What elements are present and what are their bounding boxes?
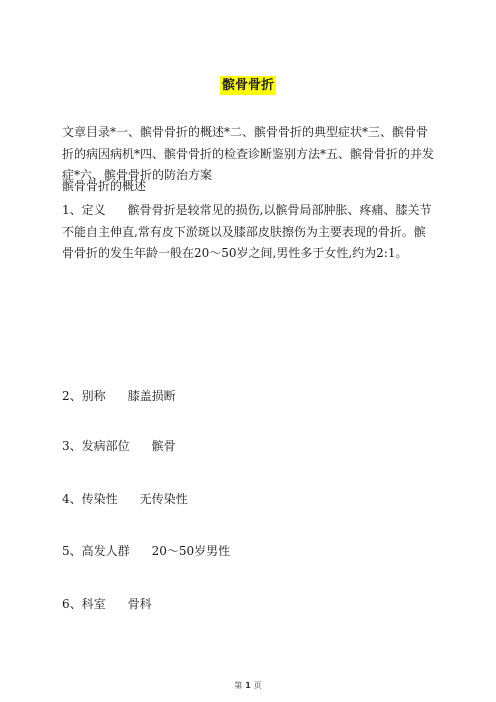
item-value: 20～50岁男性 xyxy=(151,544,231,558)
info-item-contagious xyxy=(62,491,188,507)
item-value: 膝盖损断 xyxy=(127,389,176,403)
info-item-alias xyxy=(62,388,176,404)
section-heading: 髌骨骨折的概述 xyxy=(62,179,147,193)
info-item-site xyxy=(62,438,176,454)
item-value: 无传染性 xyxy=(139,492,188,506)
page-number: 1 xyxy=(245,681,251,690)
footer-prefix: 第 xyxy=(234,681,243,690)
definition-label: 1、定义 xyxy=(62,203,106,217)
info-item-department xyxy=(62,596,152,612)
title-container xyxy=(0,74,496,95)
item-value: 髌骨 xyxy=(151,439,176,453)
info-item-risk-group xyxy=(62,543,230,559)
document-title: 髌骨骨折 xyxy=(221,78,274,93)
footer-suffix: 页 xyxy=(253,681,262,690)
definition-text: 髌骨骨折是较常见的损伤,以髌骨局部肿胀、疼痛、膝关节不能自主伸直,常有皮下淤斑以及膝部皮肤擦伤为主要表现的骨折。髌骨骨折的发生年龄一般在20～50岁之间,男性多于女性,约为2:1。 xyxy=(62,203,432,260)
table-of-contents: 文章目录*一、髌骨骨折的概述*二、髌骨骨折的典型症状*三、髌骨骨折的病因病机*四、髌骨骨折的检查诊断鉴别方法*五、髌骨骨折的并发症*六、髌骨骨折的防治方案 xyxy=(62,125,435,182)
item-label: 4、传染性 xyxy=(62,492,118,506)
definition-paragraph xyxy=(62,200,434,265)
item-label: 3、发病部位 xyxy=(62,439,130,453)
item-label: 5、高发人群 xyxy=(62,544,130,558)
item-label: 2、别称 xyxy=(62,389,106,403)
page-footer xyxy=(0,680,496,691)
item-value: 骨科 xyxy=(127,597,152,611)
item-label: 6、科室 xyxy=(62,597,106,611)
